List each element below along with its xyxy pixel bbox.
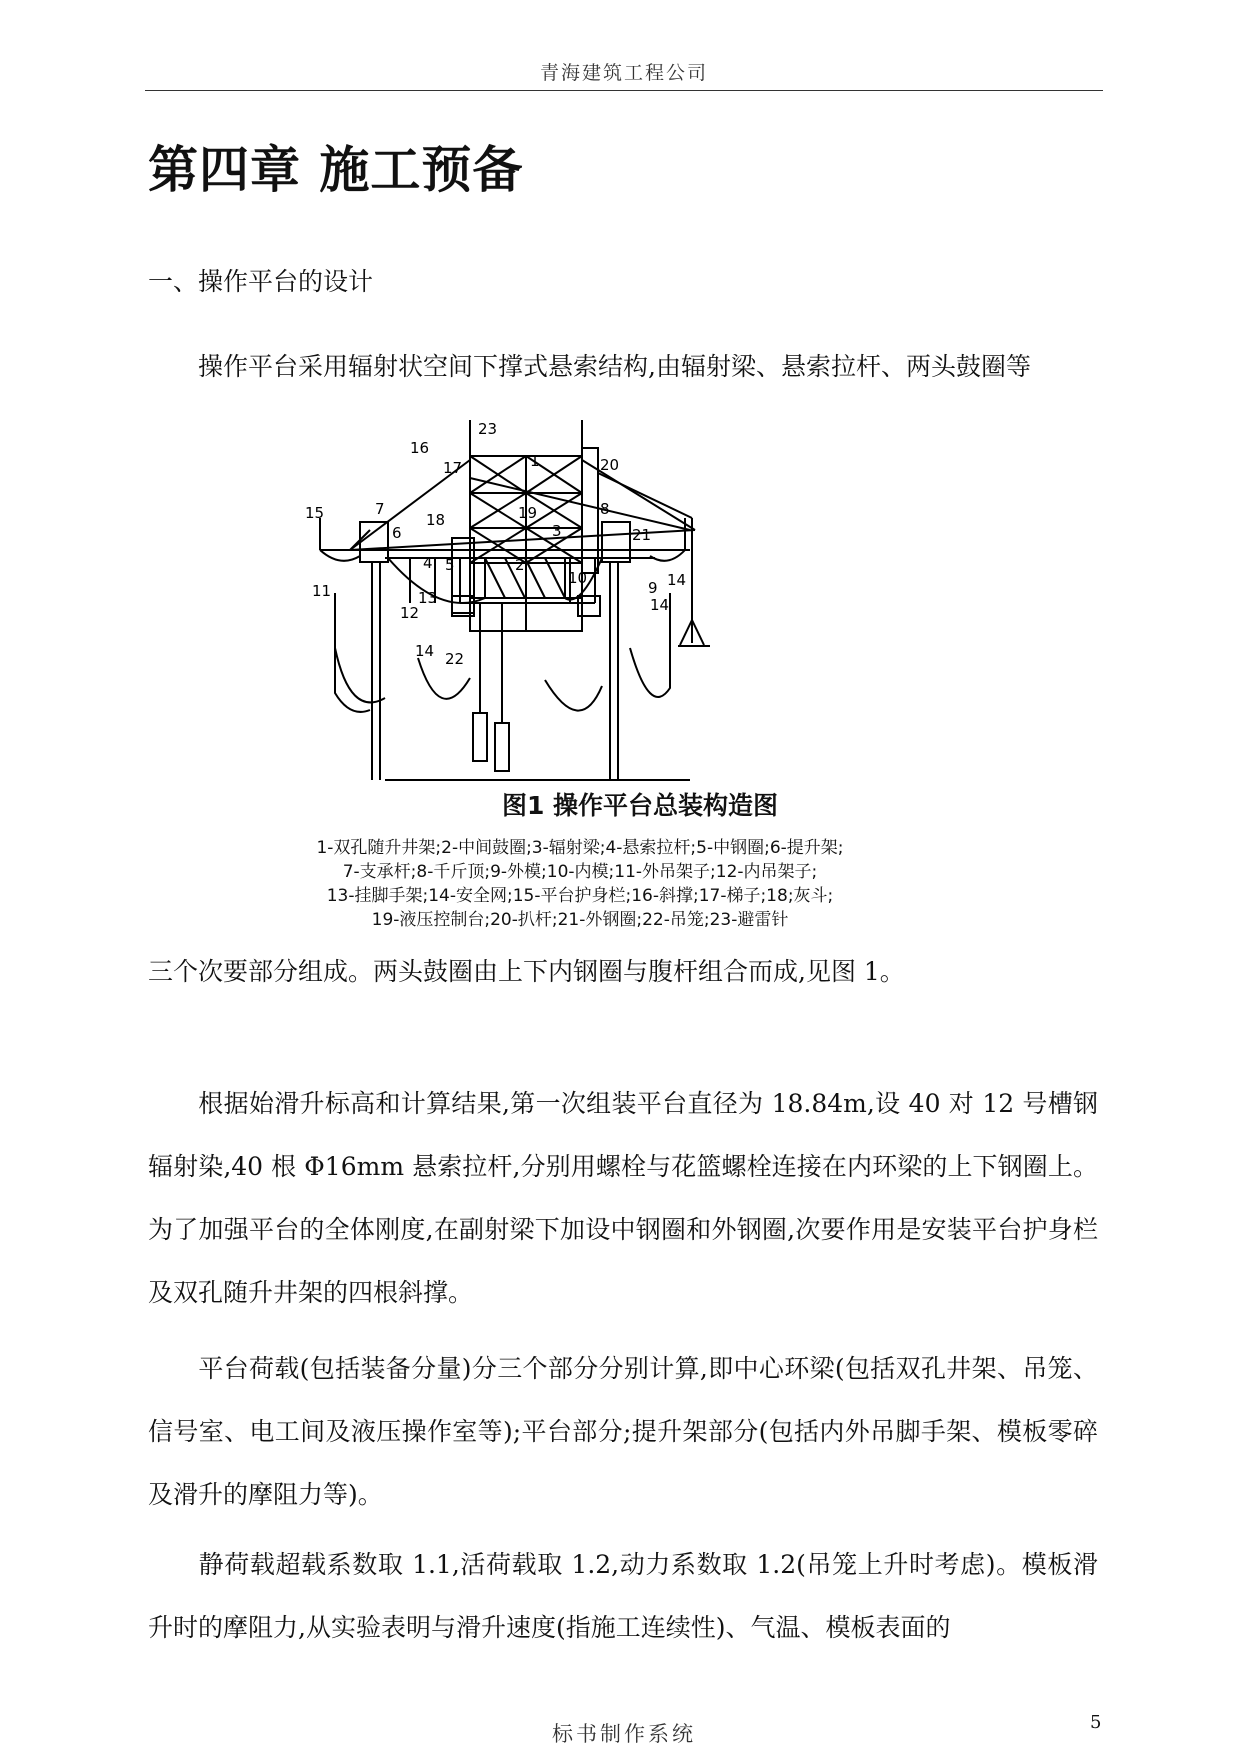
label-18: 18 xyxy=(426,511,446,529)
label-1: 1 xyxy=(530,452,540,470)
label-2: 2 xyxy=(515,556,525,574)
label-11: 11 xyxy=(312,582,332,600)
paragraph-3: 根据始滑升标高和计算结果,第一次组装平台直径为 18.84m,设 40 对 12 号槽钢辐射染,40 根 Φ16mm 悬索拉杆,分别用螺栓与花篮螺栓连接在内环梁的上下钢圈上。为了加强平台的全体刚度,在副射梁下加设中钢圈和外钢圈,次要作用是安装平台护身栏及双孔随升井架的四根斜撑。 xyxy=(148,1089,1098,1307)
page-header: 青海建筑工程公司 xyxy=(539,62,708,84)
label-5: 5 xyxy=(445,556,455,574)
page-footer: 标书制作系统 xyxy=(552,1722,696,1746)
label-17: 17 xyxy=(443,459,463,477)
figure-legend-line-2: 7-支承杆;8-千斤顶;9-外模;10-内模;11-外吊架子;12-内吊架子; xyxy=(342,862,818,882)
header-rule xyxy=(145,90,1103,91)
figure-legend-line-1: 1-双孔随升井架;2-中间鼓圈;3-辐射梁;4-悬索拉杆;5-中钢圈;6-提升架; xyxy=(316,838,844,858)
label-10: 10 xyxy=(568,569,588,587)
label-14-right: 14 xyxy=(667,571,687,589)
label-4: 4 xyxy=(423,554,433,572)
page-number: 5 xyxy=(1090,1712,1102,1733)
label-3: 3 xyxy=(552,522,562,540)
paragraph-5: 静荷载超载系数取 1.1,活荷载取 1.2,动力系数取 1.2(吊笼上升时考虑)。模板滑升时的摩阻力,从实验表明与滑升速度(指施工连续性)、气温、模板表面的 xyxy=(148,1550,1098,1642)
label-8: 8 xyxy=(600,500,610,518)
figure-legend-line-4: 19-液压控制台;20-扒杆;21-外钢圈;22-吊笼;23-避雷针 xyxy=(371,910,789,930)
label-14-bottom: 14 xyxy=(415,642,435,660)
label-21: 21 xyxy=(632,526,652,544)
figure-caption: 图1 操作平台总装构造图 xyxy=(501,791,779,820)
label-12: 12 xyxy=(400,604,420,622)
label-22: 22 xyxy=(445,650,465,668)
label-6: 6 xyxy=(392,524,402,542)
chapter-title: 第四章 施工预备 xyxy=(148,141,524,199)
label-23: 23 xyxy=(478,420,498,438)
label-14-lower: 14 xyxy=(650,596,670,614)
section-heading: 一、操作平台的设计 xyxy=(148,267,374,296)
paragraph-2: 三个次要部分组成。两头鼓圈由上下内钢圈与腹杆组合而成,见图 1。 xyxy=(148,957,905,986)
label-7: 7 xyxy=(375,500,385,518)
label-20: 20 xyxy=(600,456,620,474)
paragraph-1: 操作平台采用辐射状空间下撑式悬索结构,由辐射梁、悬索拉杆、两头鼓圈等 xyxy=(198,352,1031,381)
figure-legend-line-3: 13-挂脚手架;14-安全网;15-平台护身栏;16-斜撑;17-梯子;18;灰斗; xyxy=(326,886,834,906)
label-13: 13 xyxy=(418,589,438,607)
label-19: 19 xyxy=(518,504,538,522)
label-15: 15 xyxy=(305,504,325,522)
label-9: 9 xyxy=(648,579,658,597)
paragraph-4: 平台荷载(包括装备分量)分三个部分分别计算,即中心环梁(包括双孔井架、吊笼、信号室、电工间及液压操作室等);平台部分;提升架部分(包括内外吊脚手架、模板零碎及滑升的摩阻力等)。 xyxy=(148,1354,1098,1509)
label-16: 16 xyxy=(410,439,430,457)
